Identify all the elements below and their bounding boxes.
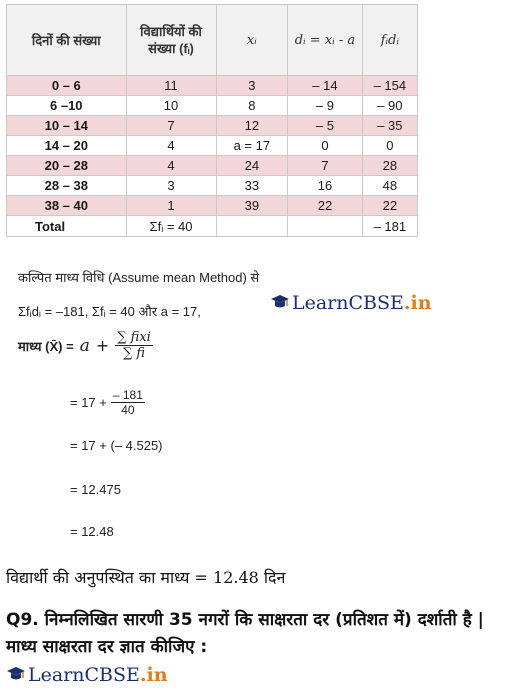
learncbse-logo — [270, 292, 432, 314]
question-q9: Q9. निम्नलिखित सारणी 35 नगरों कि साक्षरता दर (प्रतिशत में) दर्शाती है | माध्य साक्षरता दर ज्ञात कीजिए : — [6, 610, 484, 657]
cell-f: 4 — [126, 136, 216, 156]
table-row — [7, 176, 418, 196]
table-row — [7, 196, 418, 216]
logo-suffix: .in — [139, 664, 168, 686]
cell-x: 3 — [216, 76, 288, 96]
cell-fd: 28 — [362, 156, 417, 176]
cell-class: 20 – 28 — [7, 156, 127, 176]
cell-class: 6 –10 — [7, 96, 127, 116]
formula-plus: + — [95, 336, 110, 355]
step-2: = 17 + (– 4.525) — [70, 438, 163, 453]
header-students: विद्यार्थियों की संख्या (fᵢ) — [126, 5, 216, 76]
cell-fd: 48 — [362, 176, 417, 196]
logo-text: LearnCBSE — [28, 664, 140, 686]
header-days: दिनों की संख्या — [7, 5, 127, 76]
cell-total-d — [288, 216, 363, 237]
step-1-prefix: = 17 + — [70, 395, 107, 410]
cell-x: a = 17 — [216, 136, 288, 156]
cell-fd: 0 — [362, 136, 417, 156]
cell-d: 7 — [288, 156, 363, 176]
cell-class: 38 – 40 — [7, 196, 127, 216]
cell-f: 11 — [126, 76, 216, 96]
table-row — [7, 136, 418, 156]
cell-x: 8 — [216, 96, 288, 116]
graduation-cap-icon — [270, 294, 290, 312]
formula-fraction — [115, 330, 153, 361]
cell-d: 16 — [288, 176, 363, 196]
cell-class: 0 – 6 — [7, 76, 127, 96]
cell-fd: – 90 — [362, 96, 417, 116]
cell-d: 22 — [288, 196, 363, 216]
table-row — [7, 96, 418, 116]
graduation-cap-icon — [6, 666, 26, 684]
cell-x: 12 — [216, 116, 288, 136]
cell-f: 3 — [126, 176, 216, 196]
header-di: dᵢ = xᵢ - a — [288, 5, 363, 76]
header-xi: xᵢ — [216, 5, 288, 76]
conclusion-line: विद्यार्थी की अनुपस्थित का माध्य = 12.48 दिन — [6, 568, 286, 587]
learncbse-logo-bottom — [6, 664, 168, 686]
table-row — [7, 156, 418, 176]
table-row — [7, 116, 418, 136]
method-line: कल्पित माध्य विधि (Assume mean Method) से — [18, 270, 260, 285]
table-total-row — [7, 216, 418, 237]
mean-formula — [18, 330, 153, 361]
cell-d: – 14 — [288, 76, 363, 96]
cell-fd: – 154 — [362, 76, 417, 96]
cell-fd: – 35 — [362, 116, 417, 136]
cell-f: 7 — [126, 116, 216, 136]
cell-f: 10 — [126, 96, 216, 116]
formula-denominator: ∑ fi — [123, 346, 146, 361]
cell-x: 24 — [216, 156, 288, 176]
step-1-denominator: 40 — [121, 403, 135, 417]
cell-class: 10 – 14 — [7, 116, 127, 136]
step-4: = 12.48 — [70, 524, 114, 539]
cell-d: 0 — [288, 136, 363, 156]
step-1-numerator: – 181 — [112, 388, 143, 402]
cell-f: 4 — [126, 156, 216, 176]
cell-total-f: Σfᵢ = 40 — [126, 216, 216, 237]
table-header-row — [7, 5, 418, 76]
cell-x: 39 — [216, 196, 288, 216]
cell-d: – 5 — [288, 116, 363, 136]
cell-d: – 9 — [288, 96, 363, 116]
cell-f: 1 — [126, 196, 216, 216]
cell-class: 14 – 20 — [7, 136, 127, 156]
cell-total-label: Total — [7, 216, 127, 237]
mean-label: माध्य (X̄) = — [18, 338, 74, 354]
header-fidi: fᵢdᵢ — [362, 5, 417, 76]
given-values-line: Σfᵢdᵢ = –181, Σfᵢ = 40 और a = 17, — [18, 304, 201, 319]
frequency-table — [6, 4, 418, 237]
formula-numerator: ∑ fixi — [117, 330, 151, 345]
step-1-fraction — [111, 388, 145, 417]
logo-text: LearnCBSE — [292, 292, 404, 314]
table-row — [7, 76, 418, 96]
cell-class: 28 – 38 — [7, 176, 127, 196]
cell-fd: 22 — [362, 196, 417, 216]
step-1 — [70, 388, 145, 417]
step-3: = 12.475 — [70, 482, 121, 497]
logo-suffix: .in — [403, 292, 432, 314]
cell-x: 33 — [216, 176, 288, 196]
formula-a: a — [79, 335, 90, 356]
cell-total-fd: – 181 — [362, 216, 417, 237]
cell-total-x — [216, 216, 288, 237]
